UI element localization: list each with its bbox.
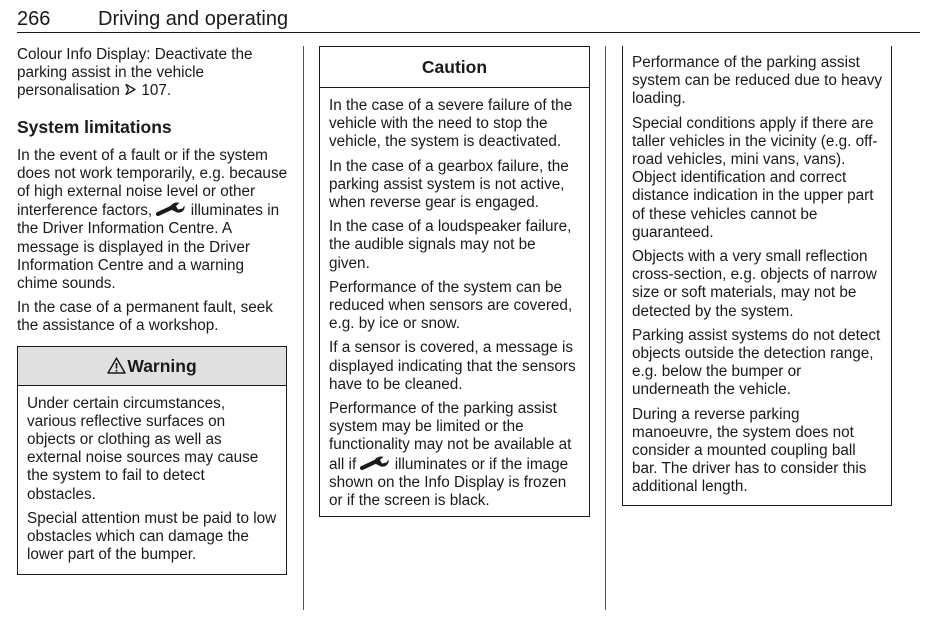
wrench-icon [156,201,186,217]
caution-continued-box [622,46,892,506]
intro-paragraph [17,46,289,101]
warning-triangle-icon [107,357,126,374]
caution-paragraph: In the case of a loudspeaker failure, the audible signals may not be given. [329,218,572,272]
caution-text-start: Performance of the parking assist system may be limited or the functionality may not be available at all if [329,400,572,473]
caution-box [319,46,590,517]
warning-box [17,346,287,576]
caution-paragraph: In the case of a gearbox failure, the parking assist system is not active, when reverse gear is engaged. [329,157,569,212]
caution-paragraph: If a sensor is covered, a message is displayed indicating that the sensors have to be cleaned. [329,339,576,393]
warning-header [18,347,286,386]
column-divider [605,46,606,610]
caution-paragraph: In the case of a severe failure of the vehicle with the need to stop the vehicle, the system is deactivated. [329,97,573,151]
caution-paragraph [329,400,580,510]
page-reference-link[interactable]: 107. [141,82,172,100]
caution-paragraph: During a reverse parking manoeuvre, the system does not consider a mounted coupling ball bar. The driver has to consider this additional length. [632,405,867,496]
caution-paragraph: Parking assist systems do not detect objects outside the detection range, e.g. below the bumper or underneath the vehicle. [632,326,881,399]
page-header [17,6,920,33]
caution-body [320,88,589,510]
caution-header: Caution [320,47,589,88]
warning-paragraph: Special attention must be paid to low obstacles which can damage the lower part of the bumper. [27,509,277,564]
caution-paragraph: Performance of the system can be reduced when sensors are covered, e.g. by ice or snow. [329,278,573,333]
caution-continued-body [623,46,891,505]
wrench-icon [360,455,390,471]
caution-text-end: illuminates or if the image shown on the Info Display is frozen or if the screen is black. [329,455,569,510]
fault-text-start: In the event of a fault or if the system does not work temporarily, e.g. because of high external noise level or other interference factors, [17,146,288,220]
chapter-title: Driving and operating [98,8,289,30]
fault-paragraph [17,147,289,294]
caution-paragraph: Performance of the parking assist system can be reduced due to heavy loading. [632,54,883,108]
section-heading: System limitations [17,116,172,137]
column-left [17,46,289,575]
warning-title: Warning [127,355,197,376]
arrow-right-icon[interactable] [124,83,137,96]
permanent-fault-paragraph: In the case of a permanent fault, seek the assistance of a workshop. [17,299,273,335]
fault-text-end: illuminates in the Driver Information Centre. A message is displayed in the Driver Information Centre and a warning chime sounds. [17,202,280,293]
warning-body [18,386,286,575]
column-divider [303,46,304,610]
intro-text: Colour Info Display: Deactivate the parking assist in the vehicle personalisation [17,46,253,100]
warning-paragraph: Under certain circumstances, various reflective surfaces on objects or clothing as well as external noise sources may cause the system to fail to detect obstacles. [27,394,259,503]
caution-paragraph: Special conditions apply if there are taller vehicles in the vicinity (e.g. off-road vehicles, mini vans, vans). Object identification and correct distance indication in the upper part of these vehicles cannot be guaranteed. [632,114,878,241]
page-number: 266 [17,8,51,30]
caution-paragraph: Objects with a very small reflection cross-section, e.g. objects of narrow size or soft materials, may not be detected by the system. [632,248,877,320]
